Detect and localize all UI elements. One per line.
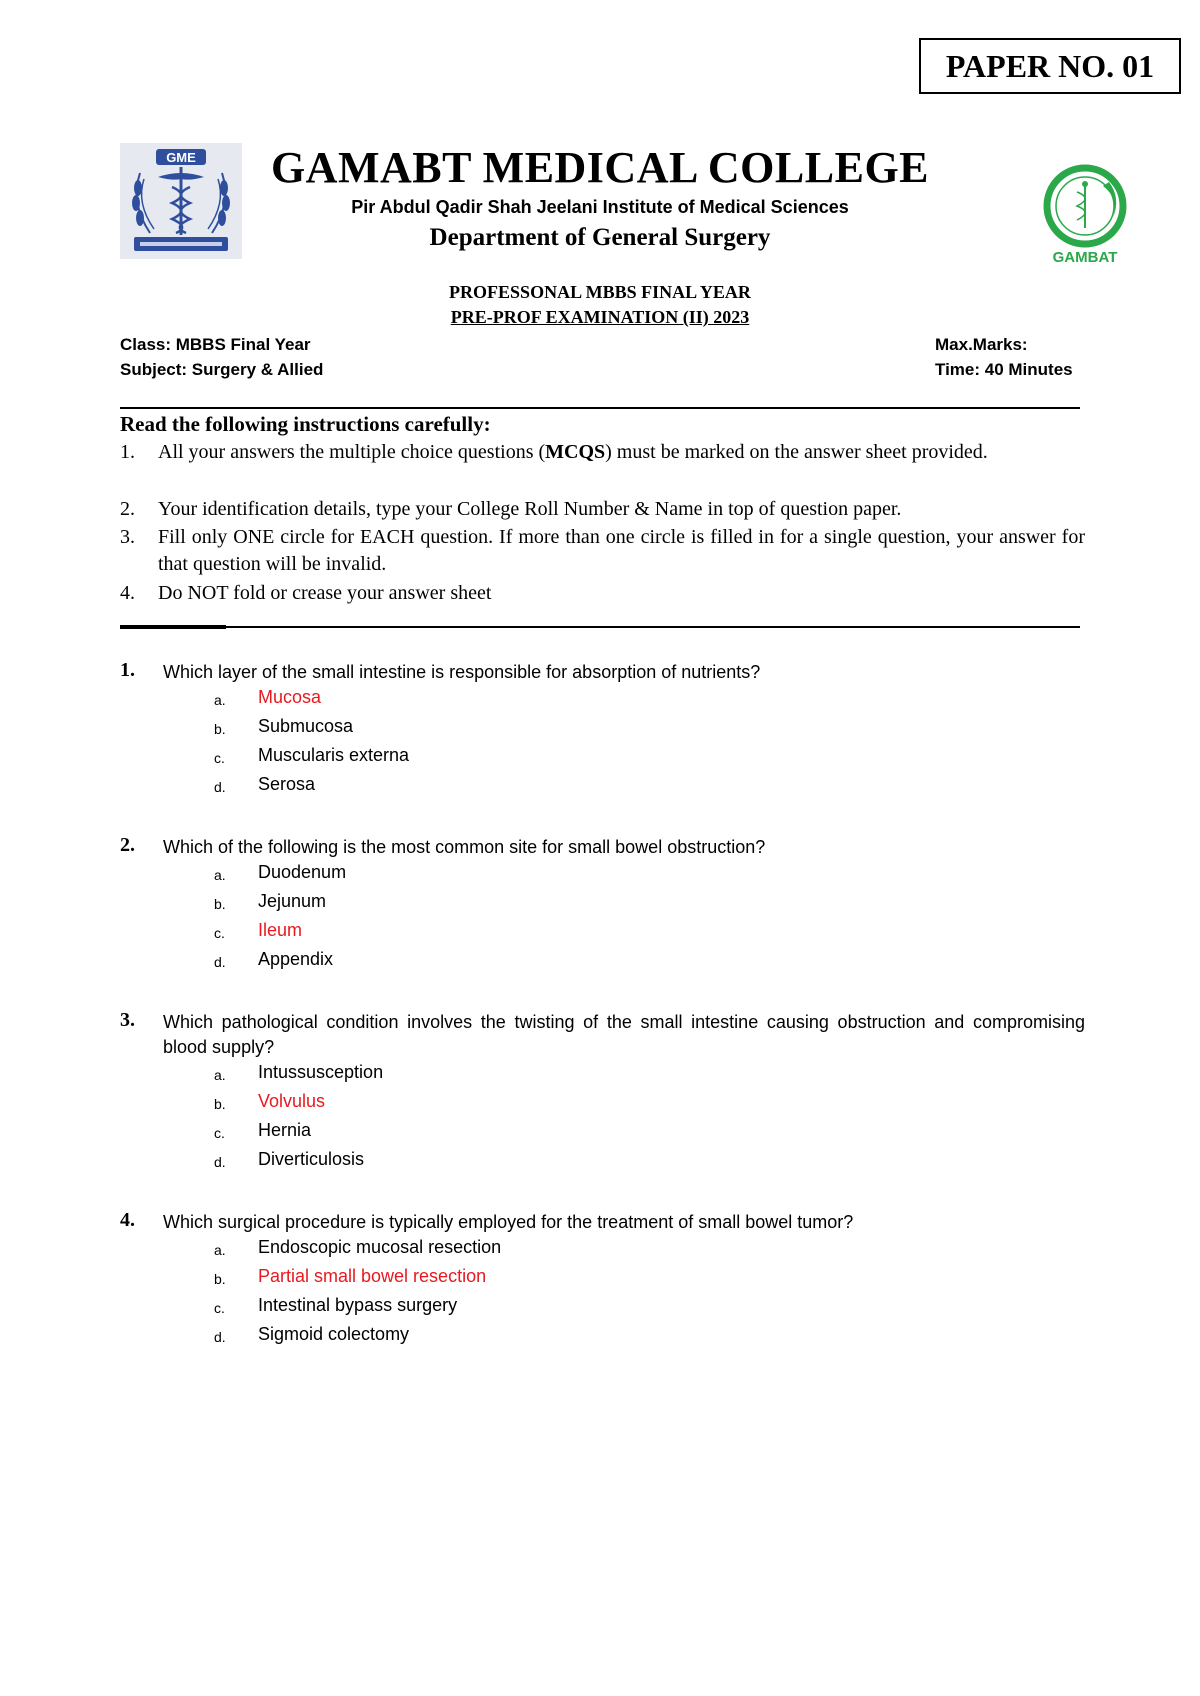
answer-option bbox=[120, 772, 1085, 801]
option-label: c. bbox=[214, 925, 225, 941]
option-text: Submucosa bbox=[258, 716, 354, 736]
instruction-text: Fill only ONE circle for EACH question. If more than one circle is filled in for a single question, your answer for that question will be invalid. bbox=[158, 526, 1085, 575]
answer-option bbox=[120, 1060, 1085, 1089]
option-text: Appendix bbox=[258, 949, 334, 969]
option-text-correct: Mucosa bbox=[258, 687, 322, 707]
option-label: d. bbox=[214, 1329, 226, 1345]
answer-option bbox=[120, 1322, 1085, 1351]
instruction-text: Do NOT fold or crease your answer sheet bbox=[158, 582, 492, 604]
instruction-item bbox=[120, 439, 1085, 466]
exam-subtitle-text: PRE-PROF EXAMINATION (II) 2023 bbox=[450, 307, 750, 327]
option-text: Endoscopic mucosal resection bbox=[258, 1237, 502, 1257]
option-text-correct: Volvulus bbox=[258, 1091, 326, 1111]
option-label: c. bbox=[214, 1300, 225, 1316]
instruction-text: Your identification details, type your College Roll Number & Name in top of question paper. bbox=[158, 498, 902, 520]
question-block bbox=[120, 660, 1085, 801]
option-text-correct: Ileum bbox=[258, 920, 303, 940]
college-title: GAMABT MEDICAL COLLEGE bbox=[270, 143, 930, 192]
subject-label: Subject: Surgery & Allied bbox=[120, 360, 324, 379]
option-text: Diverticulosis bbox=[258, 1149, 365, 1169]
answer-option bbox=[120, 714, 1085, 743]
max-marks-label: Max.Marks: bbox=[935, 335, 1028, 354]
option-text: Intestinal bypass surgery bbox=[258, 1295, 458, 1315]
option-label: b. bbox=[214, 896, 226, 912]
answer-option bbox=[120, 860, 1085, 889]
answer-option bbox=[120, 918, 1085, 947]
instruction-text-part: All your answers the multiple choice questions ( bbox=[158, 441, 546, 463]
option-label: d. bbox=[214, 954, 226, 970]
answer-option bbox=[120, 947, 1085, 976]
option-label: b. bbox=[214, 1096, 226, 1112]
instruction-number: 4. bbox=[120, 582, 135, 604]
option-label: a. bbox=[214, 867, 226, 883]
exam-subtitle bbox=[0, 307, 1200, 328]
paper-number-box: PAPER NO. 01 bbox=[919, 38, 1181, 94]
answer-option bbox=[120, 1147, 1085, 1176]
divider-bottom bbox=[120, 626, 1080, 628]
question-number: 3. bbox=[120, 1009, 135, 1031]
option-text: Jejunum bbox=[258, 891, 327, 911]
exam-title: PROFESSONAL MBBS FINAL YEAR bbox=[449, 282, 751, 302]
answer-option bbox=[120, 743, 1085, 772]
instruction-number: 2. bbox=[120, 498, 135, 520]
question-text: Which of the following is the most common site for small bowel obstruction? bbox=[163, 837, 766, 857]
option-label: c. bbox=[214, 750, 225, 766]
instruction-item bbox=[120, 524, 1085, 578]
institute-name: Pir Abdul Qadir Shah Jeelani Institute of Medical Sciences bbox=[351, 197, 849, 217]
option-label: b. bbox=[214, 1271, 226, 1287]
question-number: 4. bbox=[120, 1209, 135, 1231]
divider-top bbox=[120, 407, 1080, 409]
option-label: a. bbox=[214, 1242, 226, 1258]
option-label: a. bbox=[214, 1067, 226, 1083]
question-number: 1. bbox=[120, 659, 135, 681]
option-text: Duodenum bbox=[258, 862, 347, 882]
option-label: d. bbox=[214, 1154, 226, 1170]
instruction-text bbox=[158, 439, 1085, 466]
answer-option bbox=[120, 1235, 1085, 1264]
instruction-text-part: ) must be marked on the answer sheet provided. bbox=[605, 441, 988, 463]
question-block bbox=[120, 835, 1085, 976]
question-text: Which pathological condition involves the twisting of the small intestine causing obstruction and compromising blood supply? bbox=[163, 1012, 1085, 1057]
option-label: a. bbox=[214, 692, 226, 708]
instruction-number: 1. bbox=[120, 441, 135, 463]
answer-option bbox=[120, 1089, 1085, 1118]
answer-option bbox=[120, 889, 1085, 918]
answer-option bbox=[120, 1293, 1085, 1322]
option-text: Serosa bbox=[258, 774, 316, 794]
option-text: Hernia bbox=[258, 1120, 312, 1140]
option-text-correct: Partial small bowel resection bbox=[258, 1266, 487, 1286]
question-text: Which layer of the small intestine is responsible for absorption of nutrients? bbox=[163, 662, 761, 682]
option-text: Muscularis externa bbox=[258, 745, 410, 765]
logo-left-text: GME bbox=[166, 150, 196, 165]
time-label: Time: 40 Minutes bbox=[935, 360, 1073, 379]
instruction-item bbox=[120, 496, 1085, 523]
instruction-item bbox=[120, 580, 1085, 607]
instruction-bold-part: MCQS bbox=[545, 441, 606, 463]
department-name: Department of General Surgery bbox=[429, 224, 771, 251]
instruction-number: 3. bbox=[120, 526, 135, 548]
answer-option bbox=[120, 685, 1085, 714]
question-text: Which surgical procedure is typically employed for the treatment of small bowel tumor? bbox=[163, 1212, 854, 1232]
question-number: 2. bbox=[120, 834, 135, 856]
option-text: Intussusception bbox=[258, 1062, 384, 1082]
answer-option bbox=[120, 1264, 1085, 1293]
answer-option bbox=[120, 1118, 1085, 1147]
instructions-heading: Read the following instructions carefully: bbox=[120, 412, 491, 436]
question-block bbox=[120, 1210, 1085, 1351]
question-block bbox=[120, 1010, 1085, 1176]
logo-right-text: GAMBAT bbox=[1052, 249, 1118, 266]
option-label: b. bbox=[214, 721, 226, 737]
option-text: Sigmoid colectomy bbox=[258, 1324, 410, 1344]
option-label: c. bbox=[214, 1125, 225, 1141]
option-label: d. bbox=[214, 779, 226, 795]
class-label: Class: MBBS Final Year bbox=[120, 335, 311, 354]
